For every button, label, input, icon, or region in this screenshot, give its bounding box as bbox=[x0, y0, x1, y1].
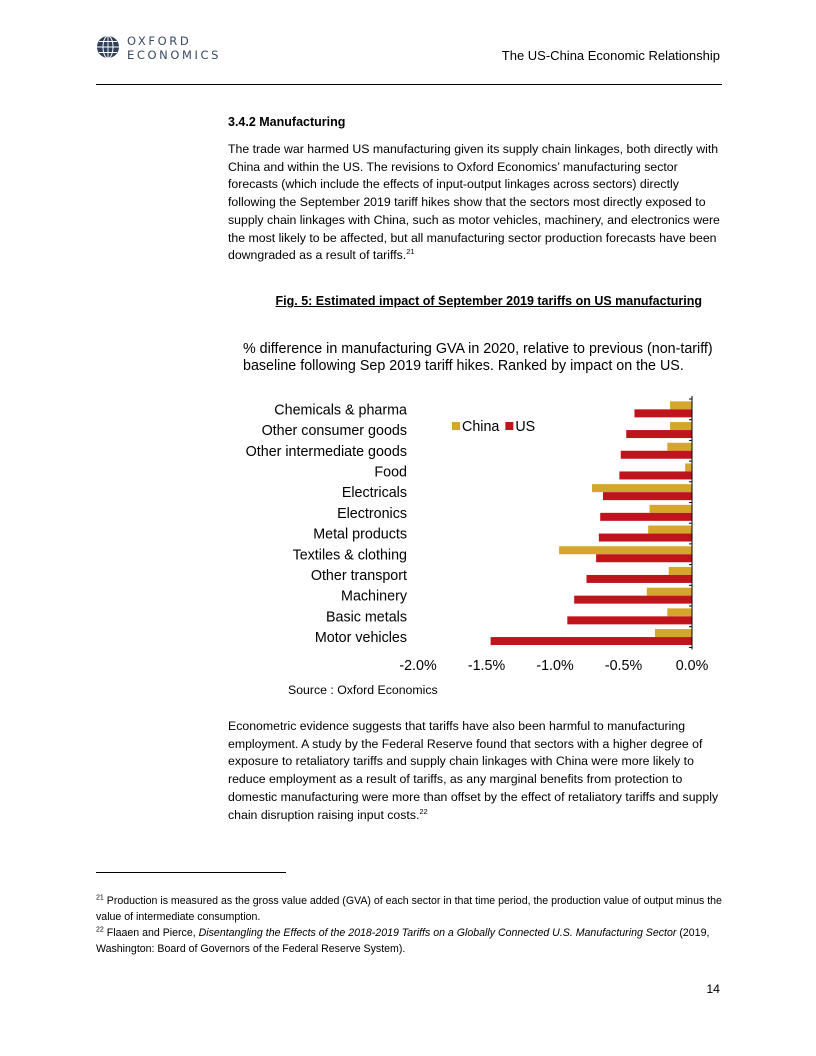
bar-us bbox=[621, 451, 692, 459]
chart-title: % difference in manufacturing GVA in 2020, relative to previous (non-tariff) baseline following Sep 2019 tariff hikes. Ranked by impact on the US. bbox=[243, 341, 713, 374]
legend-label-us: US bbox=[515, 419, 536, 435]
category-label: Other transport bbox=[310, 567, 407, 584]
page-number: 14 bbox=[706, 982, 720, 996]
figure-source: Source : Oxford Economics bbox=[288, 683, 438, 697]
bar-china bbox=[670, 401, 692, 409]
category-label: Other intermediate goods bbox=[245, 443, 407, 460]
bar-china bbox=[592, 484, 692, 492]
footnote-author: Flaaen and Pierce, bbox=[106, 927, 199, 939]
bar-us bbox=[491, 637, 692, 645]
bar-china bbox=[559, 546, 692, 554]
bar-chart bbox=[226, 392, 722, 676]
bar-china bbox=[648, 526, 692, 534]
legend-swatch-us bbox=[505, 422, 513, 430]
category-label: Textiles & clothing bbox=[292, 547, 407, 564]
header-divider bbox=[96, 84, 722, 85]
x-tick-label: -2.0% bbox=[399, 658, 437, 674]
logo-text-line1: OXFORD bbox=[127, 34, 192, 48]
category-label: Electricals bbox=[341, 485, 407, 502]
bar-china bbox=[669, 567, 692, 575]
category-label: Electronics bbox=[337, 505, 407, 522]
bar-china bbox=[655, 629, 692, 637]
category-label: Machinery bbox=[341, 588, 407, 605]
x-tick-label: 0.0% bbox=[675, 658, 709, 674]
logo-text-line2: ECONOMICS bbox=[127, 48, 222, 62]
bar-us bbox=[626, 430, 692, 438]
bar-us bbox=[574, 596, 692, 604]
x-tick-label: -1.5% bbox=[467, 658, 506, 674]
bar-china bbox=[667, 608, 692, 616]
footnote-divider bbox=[96, 872, 286, 873]
footnote-22 bbox=[96, 926, 724, 957]
document-title: The US-China Economic Relationship bbox=[501, 48, 720, 63]
footnote-21 bbox=[96, 894, 724, 925]
paragraph-1-text: The trade war harmed US manufacturing given its supply chain linkages, both directly with China and within the US. The revisions to Oxford Economics’ manufacturing sector forecasts (which include the effects of input-output linkages across sectors) directly following the September 2019 tariff hikes show that the sectors most directly exposed to supply chain linkages with China, such as motor vehicles, machinery, and electronics were the most likely to be affected, but all manufacturing sector production forecasts have been downgraded as a result of tariffs. bbox=[228, 142, 720, 263]
globe-icon bbox=[96, 35, 120, 59]
bar-china bbox=[685, 463, 692, 471]
footnote-text: Production is measured as the gross value added (GVA) of each sector in that time period, the production value of output minus the value of intermediate consumption. bbox=[96, 895, 722, 923]
bar-china bbox=[650, 505, 692, 513]
bar-us bbox=[603, 492, 692, 500]
category-label: Chemicals & pharma bbox=[274, 402, 407, 419]
bar-us bbox=[599, 534, 692, 542]
footnote-ref-22[interactable]: 22 bbox=[419, 806, 428, 816]
bar-china bbox=[647, 588, 692, 596]
legend-label-china: China bbox=[462, 419, 500, 435]
footnote-work-title: Disentangling the Effects of the 2018-2019 Tariffs on a Globally Connected U.S. Manufacturing Sector bbox=[198, 927, 677, 939]
footnote-text: (2019, Washington: Board of Governors of the Federal Reserve System). bbox=[96, 927, 710, 955]
category-label: Food bbox=[374, 464, 407, 481]
category-label: Metal products bbox=[313, 526, 407, 543]
bar-china bbox=[670, 422, 692, 430]
bar-us bbox=[600, 513, 692, 521]
x-tick-label: -1.0% bbox=[536, 658, 574, 674]
paragraph-2 bbox=[228, 718, 722, 824]
footnote-ref-21[interactable]: 21 bbox=[406, 247, 415, 257]
footnote-number: 21 bbox=[96, 894, 104, 902]
bar-us bbox=[634, 409, 692, 417]
category-label: Other consumer goods bbox=[261, 423, 407, 440]
category-label: Basic metals bbox=[325, 609, 407, 626]
legend-swatch-china bbox=[452, 422, 460, 430]
oxford-economics-logo bbox=[96, 33, 226, 65]
x-tick-label: -0.5% bbox=[604, 658, 643, 674]
bar-us bbox=[596, 554, 692, 562]
bar-us bbox=[567, 616, 692, 624]
bar-china bbox=[667, 443, 692, 451]
section-heading: 3.4.2 Manufacturing bbox=[228, 115, 346, 129]
paragraph-2-text: Econometric evidence suggests that tariffs have also been harmful to manufacturing employment. A study by the Federal Reserve found that sectors with a higher degree of exposure to retaliatory tariffs and supply chain linkages with China were more likely to reduce employment as a result of tariffs, as any marginal benefits from protection to domestic manufacturing were more than offset by the effect of retaliatory tariffs and supply chain disruption raising input costs. bbox=[228, 719, 719, 822]
bar-us bbox=[587, 575, 692, 583]
bar-us bbox=[619, 471, 692, 479]
figure-caption: Fig. 5: Estimated impact of September 2019 tariffs on US manufacturing bbox=[275, 294, 702, 308]
paragraph-1 bbox=[228, 141, 722, 265]
category-label: Motor vehicles bbox=[314, 630, 407, 647]
footnote-number: 22 bbox=[96, 926, 104, 934]
